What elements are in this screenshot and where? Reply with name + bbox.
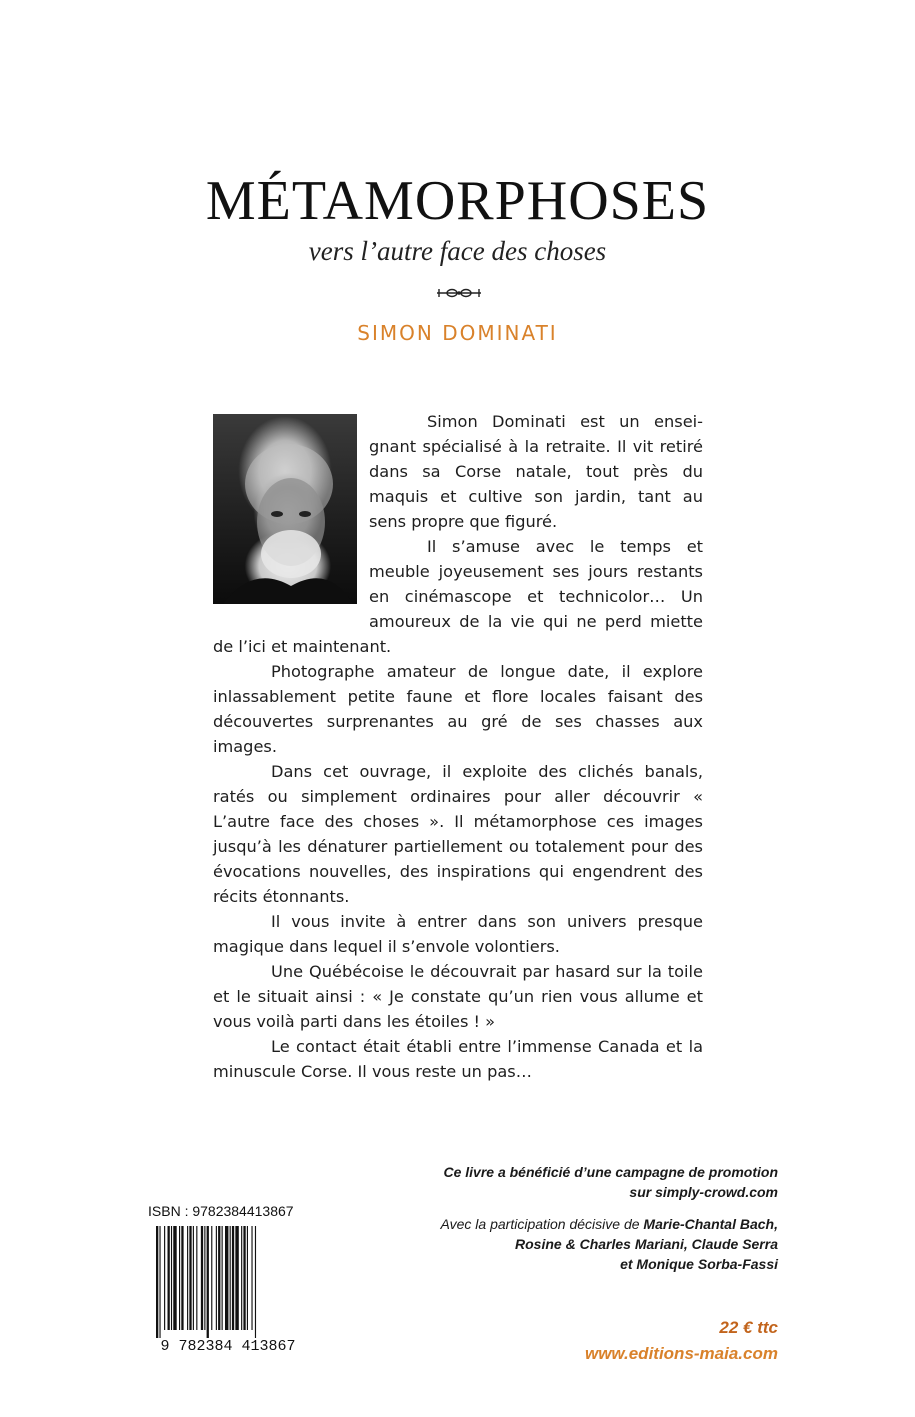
barcode-bar bbox=[232, 1226, 234, 1330]
barcode-bar bbox=[230, 1226, 231, 1330]
barcode-bar bbox=[251, 1226, 252, 1330]
author-biography bbox=[213, 409, 703, 1084]
promotion-site: sur simply-crowd.com bbox=[629, 1184, 778, 1200]
barcode-bar bbox=[243, 1226, 245, 1330]
barcode-bar bbox=[218, 1226, 220, 1330]
participation-credits bbox=[358, 1214, 778, 1274]
price-label: 22 € ttc bbox=[719, 1318, 778, 1337]
barcode-bar bbox=[211, 1226, 212, 1330]
publisher-website-link[interactable]: www.editions-maia.com bbox=[584, 1344, 778, 1363]
bio-paragraph: Il s’amuse avec le temps et meuble joyeusement ses jours restants en cinémascope et technicolor… Un amoureux de la vie qui ne perd miette de l’ici et maintenant. bbox=[213, 537, 703, 656]
isbn-barcode bbox=[148, 1226, 308, 1354]
participant-name: et Monique Sorba-Fassi bbox=[620, 1256, 778, 1272]
ornament-divider-icon bbox=[436, 286, 482, 300]
bio-paragraph: Dans cet ouvrage, il exploite des clichés banals, ratés ou simplement ordinaires pour aller découvrir « L’autre face des choses ». Il métamorphose ces images jusqu’à les dénaturer partiellement ou totalement pour des évocations nouvelles, des inspirations qui engendrent des récits étonnants. bbox=[213, 762, 703, 906]
barcode-digits: 9 782384 413867 bbox=[160, 1338, 296, 1354]
bio-paragraph: Le contact était établi entre l’immense Canada et la minuscule Corse. Il vous reste un pas… bbox=[213, 1037, 703, 1081]
promotion-line: Ce livre a bénéficié d’une campagne de promotion bbox=[443, 1164, 778, 1180]
barcode-bar bbox=[247, 1226, 248, 1330]
participation-intro: Avec la participation décisive de bbox=[440, 1216, 644, 1232]
barcode-bar bbox=[193, 1226, 194, 1330]
barcode-bar bbox=[173, 1226, 176, 1330]
book-subtitle: vers l’autre face des choses bbox=[308, 236, 607, 266]
bio-paragraph: Une Québécoise le découvrait par hasard sur la toile et le situait ainsi : « Je constate qu’un rien vous allume et vous voilà parti dans les étoiles ! » bbox=[213, 962, 703, 1031]
barcode-bar bbox=[196, 1226, 197, 1330]
barcode-bar bbox=[159, 1226, 160, 1338]
participant-name: Rosine & Charles Mariani, Claude Serra bbox=[515, 1236, 778, 1252]
barcode-bar bbox=[187, 1226, 188, 1330]
barcode-bar bbox=[168, 1226, 170, 1330]
isbn-label: ISBN : 9782384413867 bbox=[148, 1203, 294, 1219]
barcode-bar bbox=[156, 1226, 158, 1338]
photo-spacer bbox=[213, 409, 369, 612]
barcode-bar bbox=[216, 1226, 217, 1330]
barcode-bar bbox=[201, 1226, 203, 1330]
barcode-bar bbox=[181, 1226, 183, 1330]
barcode-bar bbox=[204, 1226, 205, 1330]
book-title: MÉTAMORPHOSES bbox=[205, 170, 710, 232]
promotion-note bbox=[358, 1162, 778, 1202]
participant-name: Marie-Chantal Bach, bbox=[643, 1216, 778, 1232]
bio-paragraph: Photographe amateur de longue date, il explore inlassablement petite faune et flore locales faisant des découvertes surprenantes au gré de ses chasses aux images. bbox=[213, 662, 703, 756]
barcode-bar bbox=[255, 1226, 256, 1338]
barcode-bar bbox=[171, 1226, 172, 1330]
barcode-bar bbox=[207, 1226, 209, 1338]
barcode-bar bbox=[241, 1226, 242, 1330]
barcode-bar bbox=[189, 1226, 191, 1330]
book-author: SIMON DOMINATI bbox=[357, 321, 558, 345]
bio-paragraph: Simon Dominati est un ensei- gnant spécialisé à la retraite. Il vit retiré dans sa Corse natale, tout près du maquis et cultive son jardin, tant au sens propre que figuré. bbox=[369, 412, 703, 531]
barcode-bar bbox=[225, 1226, 228, 1330]
barcode-bar bbox=[179, 1226, 180, 1330]
barcode-bar bbox=[222, 1226, 223, 1330]
barcode-bar bbox=[235, 1226, 238, 1330]
bio-paragraph: Il vous invite à entrer dans son univers presque magique dans lequel il s’envole volontiers. bbox=[213, 912, 703, 956]
barcode-bar bbox=[164, 1226, 165, 1330]
